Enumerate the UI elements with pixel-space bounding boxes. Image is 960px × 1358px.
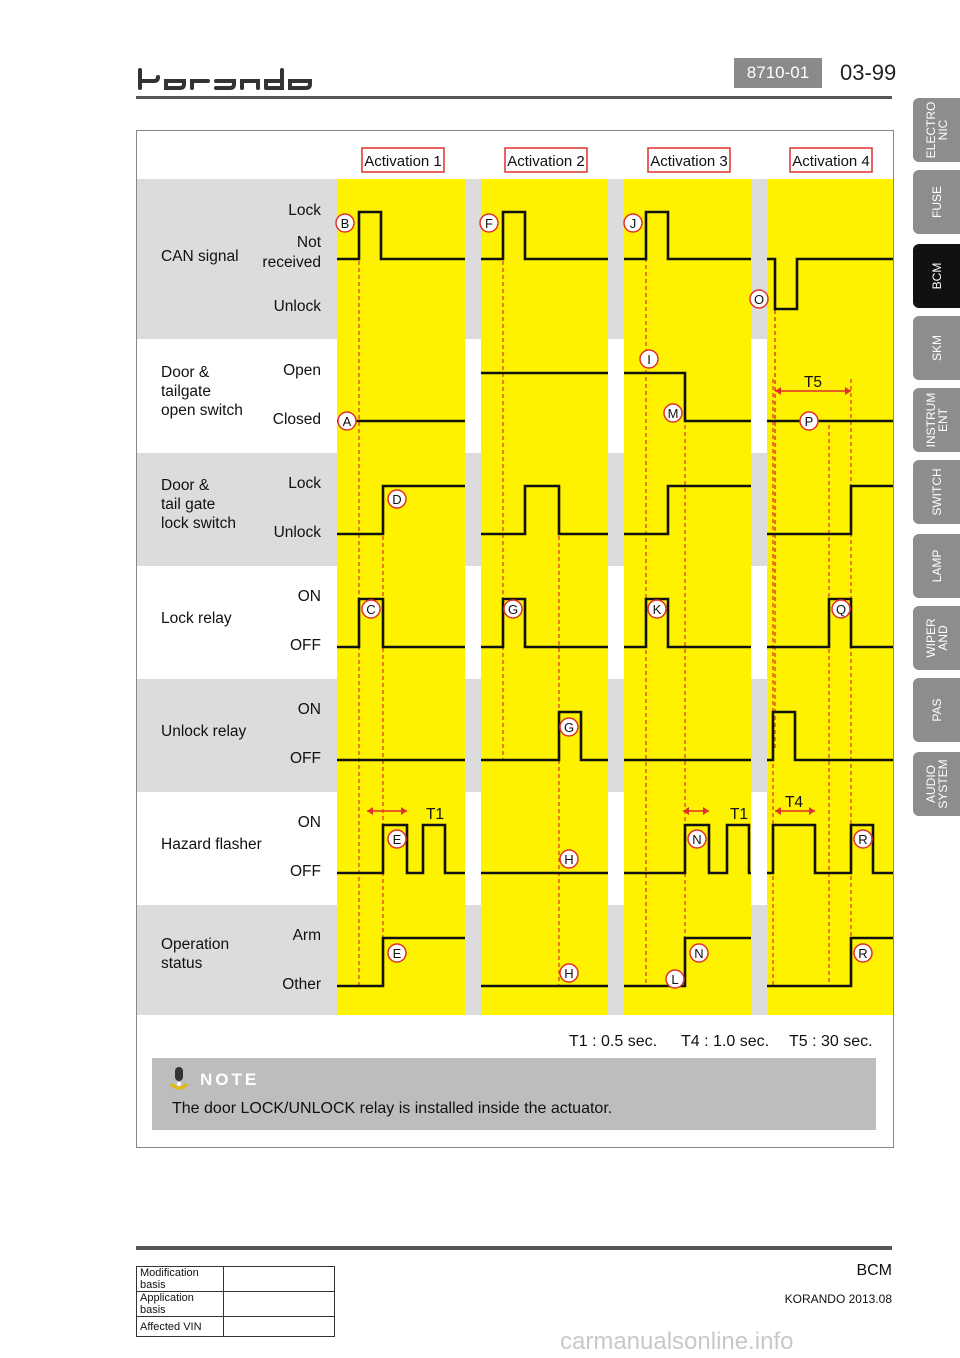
- marker-label: N: [694, 946, 704, 961]
- note-title: NOTE: [200, 1070, 260, 1089]
- marker-label: C: [366, 602, 376, 617]
- marker-label: G: [563, 720, 575, 735]
- activation-label: Activation 3: [650, 153, 728, 170]
- row-name: Lock relay: [161, 610, 232, 627]
- marker-label: I: [647, 352, 651, 367]
- tab-label: LAMP: [929, 549, 944, 583]
- state-label: Closed: [272, 411, 321, 428]
- tab-instrument[interactable]: [913, 388, 960, 452]
- tab-label: WIPER AND: [923, 618, 950, 658]
- row-name: open switch: [161, 402, 243, 419]
- affected-vin-label: Affected VIN: [137, 1317, 224, 1337]
- row-name: Unlock relay: [161, 723, 247, 740]
- row-name: lock switch: [161, 515, 236, 532]
- tab-audiosystem[interactable]: [913, 752, 960, 816]
- tab-label: PAS: [929, 698, 944, 722]
- tab-bcm[interactable]: [913, 244, 960, 308]
- marker-label: J: [629, 216, 637, 231]
- activation-label: Activation 2: [507, 153, 585, 170]
- marker-label: M: [667, 406, 679, 421]
- interval-label: T1: [425, 806, 445, 823]
- state-label: ON: [297, 701, 321, 718]
- table-row: [137, 1292, 335, 1317]
- table-row: [137, 1267, 335, 1292]
- page-number: 03-99: [840, 60, 897, 85]
- korando-logo: [136, 64, 316, 92]
- tab-label: AUDIO SYSTEM: [923, 759, 950, 809]
- tab-electronic[interactable]: [913, 98, 960, 162]
- marker-label: N: [692, 832, 702, 847]
- row-name: Door &: [161, 364, 210, 381]
- activation-lane: [767, 179, 893, 1015]
- timing-chart-svg: [137, 131, 893, 1147]
- watermark: carmanualsonline.info: [560, 1328, 794, 1355]
- marker-label: A: [342, 414, 352, 429]
- state-label: received: [262, 254, 321, 271]
- marker-label: B: [340, 216, 350, 231]
- marker-label: D: [392, 492, 402, 507]
- state-label: Other: [282, 976, 321, 993]
- tab-switch[interactable]: [913, 460, 960, 524]
- footer-section-name: BCM: [856, 1262, 892, 1279]
- tab-label: SKM: [929, 334, 944, 362]
- row-name: Door &: [161, 477, 210, 494]
- activation-lane: [481, 179, 608, 1015]
- timing-diagram: [136, 130, 894, 1148]
- row-name: status: [161, 955, 203, 972]
- row-name: tail gate: [161, 496, 216, 513]
- document-code: 8710-01: [734, 58, 822, 88]
- marker-label: R: [858, 946, 868, 961]
- state-label: Arm: [292, 927, 321, 944]
- affected-vin-value: [224, 1317, 335, 1337]
- state-label: Lock: [288, 202, 321, 219]
- state-label: ON: [297, 588, 321, 605]
- state-label: OFF: [290, 750, 321, 767]
- activation-label: Activation 1: [364, 153, 442, 170]
- tab-label: BCM: [929, 262, 944, 290]
- row-name: CAN signal: [161, 248, 239, 265]
- marker-label: H: [564, 966, 574, 981]
- marker-label: E: [392, 946, 402, 961]
- activation-lane: [337, 179, 465, 1015]
- marker-label: G: [507, 602, 519, 617]
- marker-label: Q: [835, 602, 847, 617]
- state-label: Unlock: [273, 524, 321, 541]
- tab-skm[interactable]: [913, 316, 960, 380]
- modification-basis-value: [224, 1267, 335, 1292]
- table-row: [137, 1317, 335, 1337]
- revision-table: [136, 1266, 335, 1337]
- timing-legend-t5: T5 : 30 sec.: [789, 1033, 873, 1050]
- application-basis-value: [224, 1292, 335, 1317]
- tab-label: SWITCH: [929, 468, 944, 516]
- marker-label: P: [804, 414, 814, 429]
- row-name: Operation: [161, 936, 230, 953]
- tab-pas[interactable]: [913, 678, 960, 742]
- state-label: ON: [297, 814, 321, 831]
- state-label: Unlock: [273, 298, 321, 315]
- header-divider: [136, 96, 892, 99]
- marker-label: R: [858, 832, 868, 847]
- timing-legend-t4: T4 : 1.0 sec.: [681, 1033, 770, 1050]
- note-text: The door LOCK/UNLOCK relay is installed inside the actuator.: [172, 1100, 613, 1117]
- footer-divider: [136, 1246, 892, 1250]
- row-name: Hazard flasher: [161, 836, 262, 853]
- marker-label: L: [671, 972, 679, 987]
- activation-label: Activation 4: [792, 153, 870, 170]
- tab-wiperand[interactable]: [913, 606, 960, 670]
- tab-fuse[interactable]: [913, 170, 960, 234]
- state-label: Open: [283, 362, 321, 379]
- marker-label: K: [652, 602, 662, 617]
- interval-label: T1: [729, 806, 749, 823]
- interval-label: T4: [784, 794, 804, 811]
- marker-label: F: [485, 216, 493, 231]
- footer-model-date: KORANDO 2013.08: [784, 1292, 892, 1306]
- state-label: Not: [296, 234, 321, 251]
- state-label: Lock: [288, 475, 321, 492]
- tab-lamp[interactable]: [913, 534, 960, 598]
- tab-label: ELECTRO NIC: [923, 101, 950, 159]
- marker-label: E: [392, 832, 402, 847]
- tab-label: FUSE: [929, 185, 944, 219]
- state-label: OFF: [290, 637, 321, 654]
- marker-label: H: [564, 852, 574, 867]
- note-box: [152, 1058, 876, 1130]
- activation-lane: [624, 179, 751, 1015]
- note-icon: [166, 1064, 192, 1092]
- marker-label: O: [753, 292, 765, 307]
- timing-legend-t1: T1 : 0.5 sec.: [569, 1033, 658, 1050]
- modification-basis-label: Modification basis: [137, 1267, 224, 1292]
- application-basis-label: Application basis: [137, 1292, 224, 1317]
- interval-label: T5: [803, 374, 823, 391]
- tab-label: INSTRUM ENT: [923, 392, 950, 448]
- state-label: OFF: [290, 863, 321, 880]
- row-name: tailgate: [161, 383, 211, 400]
